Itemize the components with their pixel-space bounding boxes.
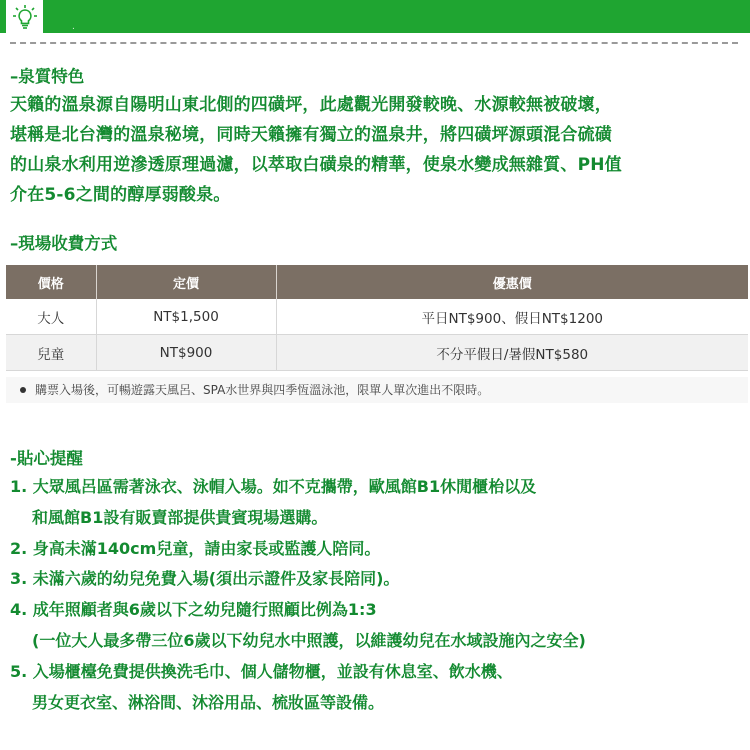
ticket-type: 大人 xyxy=(6,299,96,335)
top-banner xyxy=(0,0,750,33)
spring-line: 天籟的溫泉源自陽明山東北側的四磺坪，此處觀光開發較晚、水源較無被破壞， xyxy=(10,95,612,115)
table-row xyxy=(6,299,748,335)
spring-description xyxy=(10,90,740,210)
ticket-discount: 平日NT$900、假日NT$1200 xyxy=(276,299,748,335)
spring-line: 介在5-6之間的醇厚弱酸泉。 xyxy=(10,185,231,205)
tip-line: 1. 大眾風呂區需著泳衣、泳帽入場。如不克攜帶，歐風館B1休閒櫃枱以及 xyxy=(10,477,537,496)
tips-section-title: -貼心提醒 xyxy=(10,449,83,468)
spring-line: 的山泉水利用逆滲透原理過濾，以萃取白磺泉的精華，使泉水變成無雜質、PH值 xyxy=(10,155,622,175)
tip-line: 2. 身高未滿140cm兒童，請由家長或監護人陪同。 xyxy=(10,538,381,558)
pricing-section-title: –現場收費方式 xyxy=(10,234,118,253)
ticket-type: 兒童 xyxy=(6,335,96,371)
column-header-discount: 優惠價 xyxy=(276,265,748,299)
column-header-price: 定價 xyxy=(96,265,276,299)
ticket-note xyxy=(6,377,748,403)
ticket-price: NT$1,500 xyxy=(96,299,276,335)
icon-badge xyxy=(6,0,43,34)
price-table xyxy=(6,265,748,371)
spring-section-title: –泉質特色 xyxy=(10,67,85,86)
tip-line: 和風館B1設有販賣部提供貴賓現場選購。 xyxy=(32,507,328,527)
tip-line: (一位大人最多帶三位6歲以下幼兒水中照護，以維護幼兒在水域設施內之安全) xyxy=(32,630,586,650)
tip-line: 5. 入場櫃檯免費提供換洗毛巾、個人儲物櫃，並設有休息室、飲水機、 xyxy=(10,661,513,681)
bullet-icon xyxy=(20,387,26,393)
tips-list xyxy=(10,472,745,718)
spring-line: 堪稱是北台灣的溫泉秘境，同時天籟擁有獨立的溫泉井，將四磺坪源頭混合硫磺 xyxy=(10,125,612,145)
price-table-header xyxy=(6,265,748,299)
table-row xyxy=(6,335,748,371)
dashed-divider xyxy=(10,42,738,44)
column-header-type: 價格 xyxy=(6,265,96,299)
ticket-discount: 不分平假日/暑假NT$580 xyxy=(276,335,748,371)
ticket-note-text: 購票入場後，可暢遊露天風呂、SPA水世界與四季恆溫泳池，限單人單次進出不限時。 xyxy=(35,383,490,397)
lightbulb-icon xyxy=(12,4,38,30)
tip-line: 3. 未滿六歲的幼兒免費入場(須出示證件及家長陪同)。 xyxy=(10,569,400,589)
banner-dot: . xyxy=(72,22,75,32)
ticket-price: NT$900 xyxy=(96,335,276,371)
tip-line: 4. 成年照顧者與6歲以下之幼兒隨行照顧比例為1:3 xyxy=(10,600,377,620)
tip-line: 男女更衣室、淋浴間、沐浴用品、梳妝區等設備。 xyxy=(32,692,385,712)
